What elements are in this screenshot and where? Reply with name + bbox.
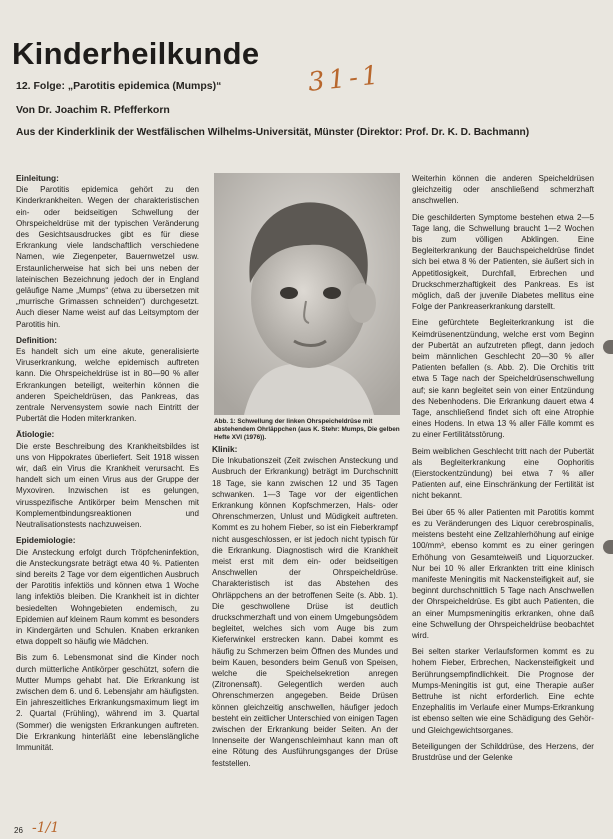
page-title: Kinderheilkunde <box>12 36 260 71</box>
article-subtitle: 12. Folge: „Parotitis epidemica (Mumps)“ <box>16 80 222 92</box>
paragraph-epidemiology: Die Ansteckung erfolgt durch Tröpfcheninfektion, die Ansteckungsrate beträgt etwa 40 %. Patienten sind bereits 2 Tage vor dem eigentlichen Ausbruch der Parotitis infektiös und können etwa 1 Woche lang infektiös bleiben. Die Krankheit ist in dichter besiedelten Wohngebieten endemisch, zu Epidemien auf kleinem Raum kommt es besonders in Kindergärten und Schulen. Knaben erkranken etwa doppelt so häufig wie Mädchen. <box>16 547 199 647</box>
section-heading-epidemiology: Epidemiologie: <box>16 535 76 546</box>
binder-hole-2 <box>603 540 613 554</box>
child-portrait-illustration <box>214 173 400 415</box>
article-author: Von Dr. Joachim R. Pfefferkorn <box>16 104 170 116</box>
paragraph-definition: Es handelt sich um eine akute, generalisierte Viruserkrankung, welche epidemisch auftreten kann. Die Ohrspeicheldrüse ist in 80—90 % aller Erkrankungen beteiligt, weiterhin können die anderen Speicheldrüsen, das Pankreas, das zentrale Nervensystem sowie nach Eintritt der Pubertät die Hoden miterkranken. <box>16 347 199 424</box>
paragraph-epidemiology-2: Bis zum 6. Lebensmonat sind die Kinder noch durch mütterliche Antikörper geschützt, sofern die Mutter Mumps gehabt hat. Die Erkrankung ist zwischen dem 6. und 6. Lebensjahr am häufigsten. Ein jahreszeitliches Erkrankungsmaximum liegt im 2. Quartal (Frühling), während im 3. Quartal (Sommer) die wenigsten Erkrankungen auftreten. Die Erkrankung hinterläßt eine lebenslängliche Immunität. <box>16 653 199 752</box>
paragraph-col3-4: Beim weiblichen Geschlecht tritt nach der Pubertät als Begleiterkrankung eine Oophoritis (Eierstockentzündung) bei etwa 7 % aller Patienten auf, eine Einschränkung der Fertilität ist nicht bekannt. <box>412 446 594 501</box>
paragraph-etiology: Die erste Beschreibung des Krankheitsbildes ist uns von Hippokrates überliefert. Seit 1918 wissen wir, daß ein Virus die Krankheit verursacht. Es handelt sich um einen Virus aus der Gruppe der Myxoviren. Inzwischen ist es gelungen, virusspezifische Antikörper beim Menschen mit Komplementbindungsreaktionen und Neutralisationstests nachzuweisen. <box>16 441 199 530</box>
paragraph-col3-5: Bei über 65 % aller Patienten mit Parotitis kommt es zu Veränderungen des Liquor cerebrospinalis, meistens besteht eine Zellzahlerhöhung auf einige 100/mm³, ebenso kommt es zu einer geringen Erhöhung von Gesamteiweiß und Liquorzucker. Nur bei 10 % aller Erkrankten tritt eine klinisch manifeste Meningitis mit Nackensteifigkeit auf, sie beginnt durchschnittlich 5 Tage nach Anschwellen der Ohrspeicheldrüse. Es gibt auch Patienten, die an einer Mumpsmeningitis erkranken, ohne daß eine Schwellung der Ohrspeicheldrüse beobachtet wird. <box>412 507 594 640</box>
page-number: 26 <box>14 826 23 835</box>
section-heading-definition: Definition: <box>16 334 58 345</box>
paragraph-col3-2: Die geschilderten Symptome bestehen etwa 2—5 Tage lang, die Schwellung braucht 1—2 Wochen bis zum völligen Abklingen. Eine Begleiterkrankung der Bauchspeicheldrüse findet sich bei etwa 8 % der Patienten, sie äußert sich in Appetitlosigkeit, Durchfall, Erbrechen und Druckschmerzhaftigkeit des Pankreas. Es ist möglich, daß der juvenile Diabetes mellitus eine Folge der Pankreaserkrankung darstellt. <box>412 212 594 312</box>
binder-hole-1 <box>603 340 613 354</box>
handwritten-note: 31-1 <box>306 60 384 98</box>
paragraph-col3-3: Eine gefürchtete Begleiterkrankung ist die Keimdrüsenentzündung, welche erst vom Beginn der Pubertät an aufzutreten pflegt, dann jedoch beim männlichen Geschlecht 20—30 % aller Patienten befallen (s. Abb. 2). Die Orchitis tritt etwa 5 Tage nach der Speicheldrüsenschwellung auf; sie kann begleitet sein von einer Entzündung des Nebenhodens. Die Erkrankung dauert etwa 4 Tage, anschließend findet sich oft eine Atrophie eines Hodens. In etwa 13 % aller Fälle kommt es zu einer Fertilitätsstörung. <box>412 318 594 440</box>
section-heading-etiology: Ätiologie: <box>16 429 55 440</box>
text-column-3 <box>412 173 594 828</box>
paragraph-intro: Die Parotitis epidemica gehört zu den Kinderkrankheiten. Wegen der charakteristischen ein- oder beidseitigen Schwellung der Ohrspeicheldrüse mit der typischen Veränderung des Gesichtsausdruckes gibt es für diese Erkrankung viele landschaftlich verschiedene Namen, wie Ziegenpeter, Bauernwetzel usw. Erstaunlicherweise hat sich bei uns neben der lateinischen Bezeichnung jedoch der in England geläufige Name „Mumps“ (etwa zu übersetzen mit „murrische Grimassen schneiden“) durchgesetzt. Auch dieser Name weist auf das Leitsymptom der Parotitis hin. <box>16 185 199 329</box>
paragraph-col3-1: Weiterhin können die anderen Speicheldrüsen gleichzeitig oder anschließend schmerzhaft anschwellen. <box>412 174 594 206</box>
handwritten-page-mark: -1/1 <box>32 820 60 836</box>
section-heading-intro: Einleitung: <box>16 173 59 183</box>
paragraph-col3-6: Bei selten starker Verlaufsformen kommt es zu hohem Fieber, Erbrechen, Nackensteifigkeit und Berührungsempfindlichkeit. Die Prognose der Mumps-Meningitis ist gut, eine Therapie außer Bettruhe ist nicht erforderlich. Eine echte Enzephalitis im Verlaufe einer Mumps-Erkrankung ist ebenso selten wie eine Schädigung des Gehör- und Gleichgewichtsorganes. <box>412 647 594 735</box>
text-column-1 <box>16 173 199 823</box>
child-photo <box>214 173 400 415</box>
paragraph-clinic: Die Inkubationszeit (Zeit zwischen Ansteckung und Ausbruch der Erkrankung) beträgt im Durchschnitt 18 Tage, sie kann zwischen 12 und 35 Tagen schwanken. 1—3 Tage vor der eigentlichen Erkrankung können Kopfschmerzen, Hals- oder Ohrenschmerzen, Unlust und Müdigkeit auftreten. Kommt es zu hohem Fieber, so ist ein Fieberkrampf nicht ausgeschlossen, er ist jedoch nicht typisch für die Erkrankung. Diagnostisch wird die Krankheit meist erst mit dem ein- oder beidseitigen Anschwellen der Ohrspeicheldrüse. Charakteristisch ist das Abstehen des Ohrläppchens an der betroffenen Seite (s. Abb. 1). Die geschwollene Drüse ist deutlich druckschmerzhaft und von einem Umgebungsödem begleitet, welches sich vom Auge bis zum Kieferwinkel erstrecken kann. Dabei kommt es häufig zu Schmerzen beim Öffnen des Mundes und beim Kauen, besonders beim Genuß von Speisen, welche die Speichelsekretion anregen (Zitronensaft). Gelegentlich werden auch Ohrenschmerzen angegeben. Beide Drüsen können gleichzeitig anschwellen, häufiger jedoch besteht ein zeitlicher Unterschied von einigen Tagen zwischen der Erkrankung beider Seiten. An der Innenseite der Wangenschleimhaut kann man oft eine Rötung des Ausführungsganges der Drüse feststellen. <box>212 456 398 768</box>
figure-caption: Abb. 1: Schwellung der linken Ohrspeicheldrüse mit abstehendem Ohrläppchen (aus K. Stehr: Mumps, Die gelben Hefte XVI (1976)). <box>214 418 400 442</box>
text-column-2 <box>212 444 398 829</box>
article-affiliation: Aus der Kinderklinik der Westfälischen Wilhelms-Universität, Münster (Direktor: Prof. Dr. K. D. Bachmann) <box>16 127 530 138</box>
paragraph-col3-7: Beteiligungen der Schilddrüse, des Herzens, der Brustdrüse und der Gelenke <box>412 741 594 762</box>
section-heading-clinic: Klinik: <box>212 444 238 454</box>
